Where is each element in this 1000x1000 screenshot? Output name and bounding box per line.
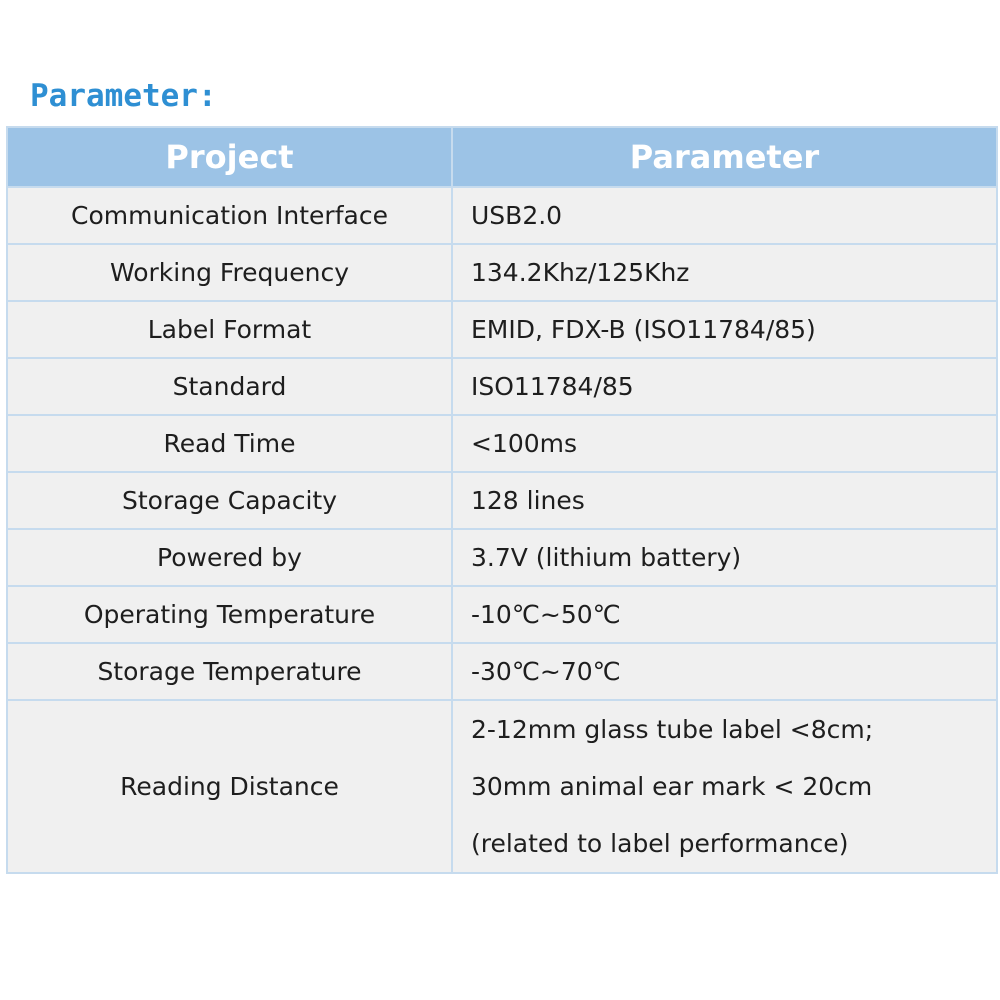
table-row [7,244,997,301]
project-cell: Standard [7,358,452,415]
table-row [7,643,997,700]
table-row [7,586,997,643]
parameter-cell: <100ms [452,415,997,472]
table-row [7,301,997,358]
table-row [7,415,997,472]
table-row [7,358,997,415]
parameter-line: (related to label performance) [471,829,849,858]
table-row [7,529,997,586]
parameter-cell-multiline [452,700,997,873]
column-header-parameter: Parameter [452,127,997,187]
parameter-cell: ISO11784/85 [452,358,997,415]
project-cell: Read Time [7,415,452,472]
parameter-cell: 134.2Khz/125Khz [452,244,997,301]
parameter-cell: 3.7V (lithium battery) [452,529,997,586]
project-cell: Working Frequency [7,244,452,301]
page-title: Parameter: [30,78,217,114]
table-row [7,187,997,244]
parameter-cell: 128 lines [452,472,997,529]
project-cell: Operating Temperature [7,586,452,643]
column-header-project: Project [7,127,452,187]
parameter-cell: -30℃~70℃ [452,643,997,700]
table-header-row [7,127,997,187]
project-cell: Label Format [7,301,452,358]
parameter-table [6,126,998,874]
table-row [7,472,997,529]
parameter-cell: -10℃~50℃ [452,586,997,643]
parameter-cell: EMID, FDX-B (ISO11784/85) [452,301,997,358]
parameter-line: 30mm animal ear mark < 20cm [471,772,873,801]
project-cell: Powered by [7,529,452,586]
project-cell: Reading Distance [7,700,452,873]
parameter-cell: USB2.0 [452,187,997,244]
project-cell: Communication Interface [7,187,452,244]
table-row [7,700,997,873]
parameter-line: 2-12mm glass tube label <8cm; [471,715,874,744]
project-cell: Storage Capacity [7,472,452,529]
project-cell: Storage Temperature [7,643,452,700]
